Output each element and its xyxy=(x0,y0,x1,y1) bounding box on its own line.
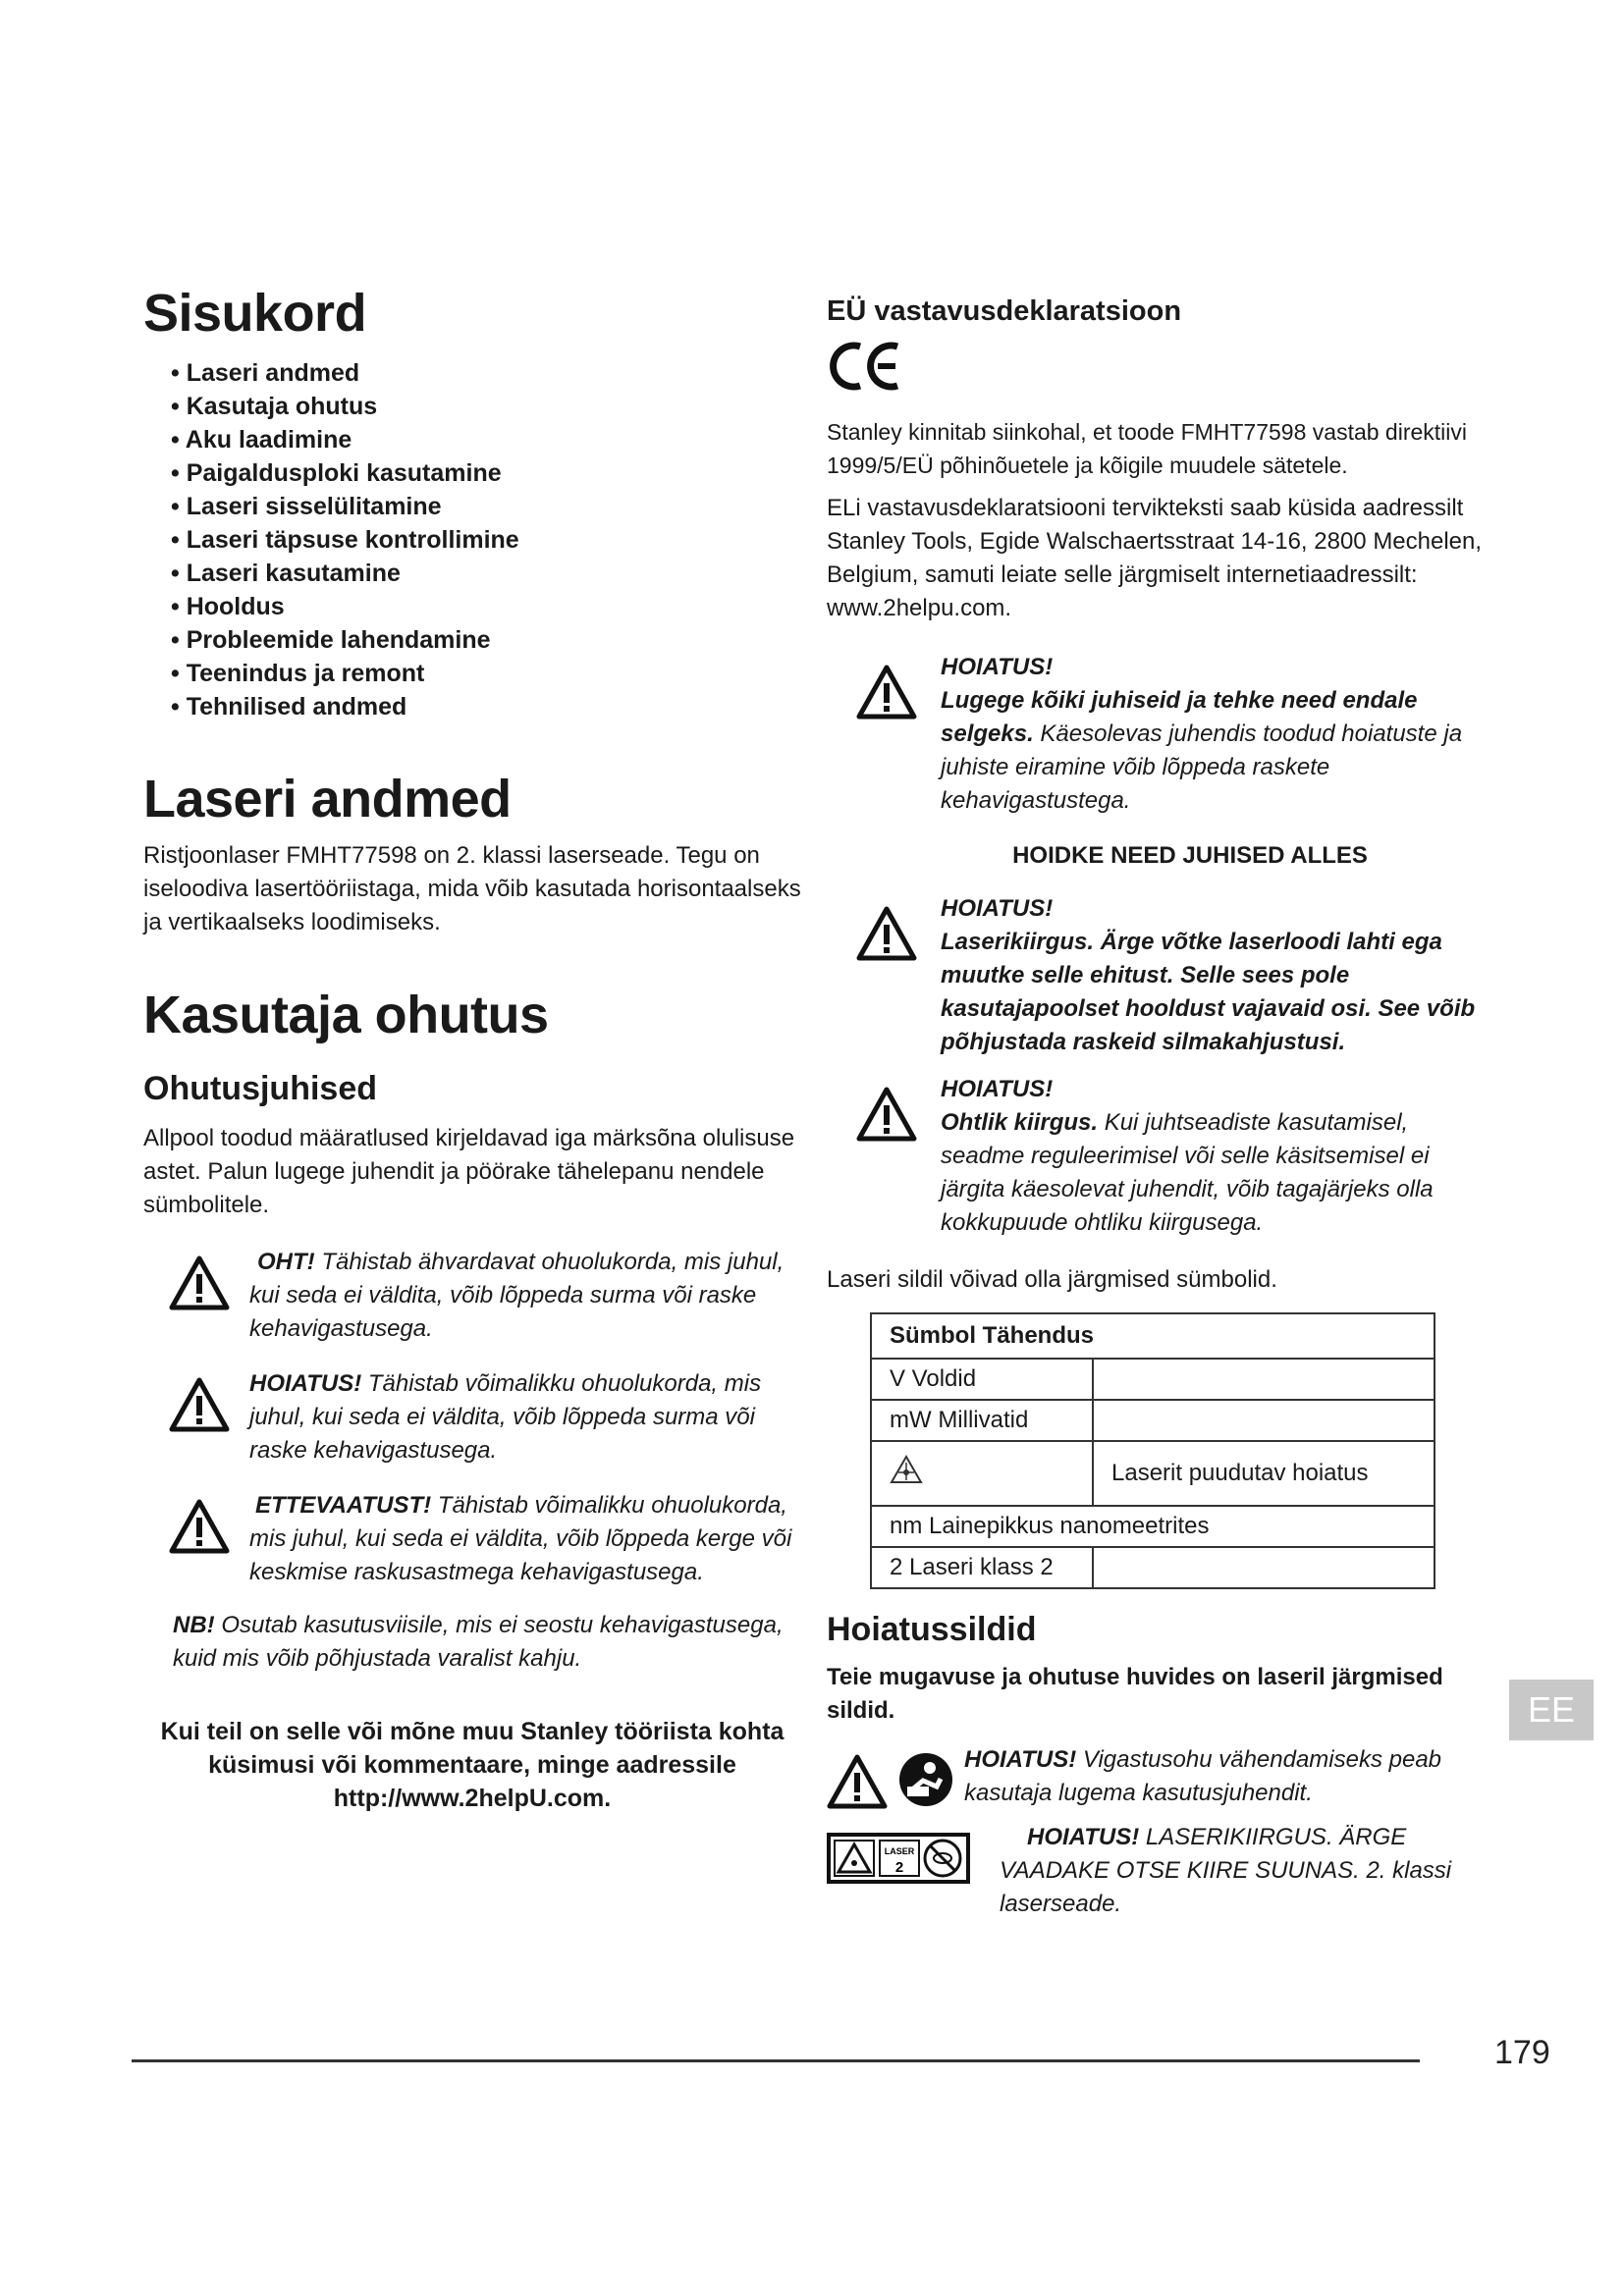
toc-item: • Laseri sisselülitamine xyxy=(171,490,801,523)
warning-triangle-icon xyxy=(856,906,917,961)
toc-item: • Probleemide lahendamine xyxy=(171,623,801,657)
safety-subtitle: Ohutusjuhised xyxy=(143,1070,377,1108)
warning-radiation-label: HOIATUS! xyxy=(941,894,1054,922)
warning-read-label: HOIATUS! xyxy=(941,653,1054,680)
warning-triangle-icon xyxy=(169,1255,230,1310)
table-cell xyxy=(871,1441,1093,1506)
warning-triangle-icon xyxy=(169,1499,230,1554)
table-cell: mW Millivatid xyxy=(871,1400,1093,1441)
warning-block xyxy=(143,1367,801,1468)
toc-item: • Teenindus ja remont xyxy=(171,657,801,690)
warning-hazard-description: Kui juhtseadiste kasutamisel, seadme reguleerimisel või selle käsitsemisel ei järgita käesolevat juhendit, võib tagajärjeks olla kokkupuude ohtliku kiirgusega. xyxy=(941,1108,1434,1236)
warning-hazard-bold: Ohtlik kiirgus. xyxy=(941,1108,1099,1136)
laser-info-text: Ristjoonlaser FMHT77598 on 2. klassi laserseade. Tegu on iseloodiva lasertööriistaga, mida võib kasutada horisontaalseks ja vertikaalseks loodimiseks. xyxy=(143,841,801,935)
contact-post: tööriista kohta küsimusi või kommentaare, minge aadressile http://www.2helpU.com. xyxy=(208,1718,785,1813)
warning-triangle-icon xyxy=(856,665,917,720)
danger-text xyxy=(249,1246,801,1346)
label-laser-radiation xyxy=(827,1821,1494,1921)
ce-mark-icon xyxy=(827,339,1494,400)
warning-triangle-icon xyxy=(827,1754,888,1809)
danger-description: Tähistab ähvardavat ohuolukorda, mis juhul, kui seda ei väldita, võib lõppeda surma või raske kehavigastusega. xyxy=(249,1249,785,1343)
warning-read-description: Käesolevas juhendis toodud hoiatuste ja juhiste eiramine võib lõppeda raskete kehavigastustega. xyxy=(941,720,1463,814)
toc-title: Sisukord xyxy=(143,284,367,343)
laser-class-label-icon xyxy=(827,1833,970,1889)
label-laser-radiation-label: HOIATUS! xyxy=(1027,1823,1140,1850)
table-row xyxy=(871,1547,1435,1588)
warning-radiation-bold: Laserikiirgus. Ärge võtke laserloodi lahti ega muutke selle ehitust. Selle sees pole kasutajapoolset hooldust vajavaid osi. See võib põhjustada raskeid silmakahjustusi. xyxy=(941,928,1476,1055)
table-header: Sümbol Tähendus xyxy=(871,1313,1435,1359)
contact-text xyxy=(143,1715,801,1815)
table-row xyxy=(871,1506,1435,1547)
table-cell xyxy=(1093,1400,1435,1441)
table-row xyxy=(871,1400,1435,1441)
warning-triangle-icon xyxy=(856,1087,917,1142)
toc-list xyxy=(171,356,801,723)
toc-item: • Hooldus xyxy=(171,590,801,623)
caution-label: ETTEVAATUST! xyxy=(255,1492,432,1520)
warning-hazard-label: HOIATUS! xyxy=(941,1075,1054,1102)
footer-divider xyxy=(132,2059,1420,2062)
label-laser-radiation-text xyxy=(1000,1821,1494,1921)
warning-hazard-text xyxy=(941,1073,1494,1240)
label-read-manual xyxy=(827,1741,1494,1813)
eu-declaration-title: EÜ vastavusdeklaratsioon xyxy=(827,295,1182,327)
table-row xyxy=(871,1441,1435,1506)
svg-text:LASER: LASER xyxy=(884,1845,915,1856)
warning-description: Tähistab võimalikku ohuolukorda, mis juhul, kui seda ei väldita, võib lõppeda surma või raske kehavigastusega. xyxy=(249,1370,762,1465)
warning-read-block xyxy=(827,651,1494,818)
label-read-manual-text xyxy=(964,1741,1494,1810)
warning-labels-intro: Teie mugavuse ja ohutuse huvides on laseril järgmised sildid. xyxy=(827,1663,1443,1724)
toc-item: • Laseri kasutamine xyxy=(171,557,801,590)
note-text: Osutab kasutusviisile, mis ei seostu kehavigastusega, kuid mis võib põhjustada varalist kahju. xyxy=(173,1612,784,1673)
safety-intro: Allpool toodud määratlused kirjeldavad iga märksõna olulisuse astet. Palun lugege juhendit ja pöörake tähelepanu nendele sümbolitele. xyxy=(143,1125,795,1219)
table-header-row xyxy=(871,1313,1435,1359)
keep-instructions: HOIDKE NEED JUHISED ALLES xyxy=(1012,841,1368,869)
contact-pre: Kui teil on selle või mõne muu xyxy=(160,1718,521,1746)
laser-info-title: Laseri andmed xyxy=(143,770,512,829)
table-cell: V Voldid xyxy=(871,1359,1093,1400)
note-label: NB! xyxy=(173,1612,215,1639)
toc-item: • Laseri andmed xyxy=(171,356,801,390)
caution-description: Tähistab võimalikku ohuolukorda, mis juhul, kui seda ei väldita, võib lõppeda kerge või keskmise raskusastmega kehavigastusega. xyxy=(249,1492,792,1586)
toc-item: • Paigaldusploki kasutamine xyxy=(171,456,801,490)
warning-triangle-icon xyxy=(169,1377,230,1432)
warning-read-bold: Lugege kõiki juhiseid ja tehke need endale selgeks. xyxy=(941,686,1418,747)
contact-brand: Stanley xyxy=(520,1718,609,1746)
note-block xyxy=(173,1609,801,1676)
eu-declaration-text: Stanley kinnitab siinkohal, et toode FMHT77598 vastab direktiivi 1999/5/EÜ põhinõuetele ja kõigile muudele sätetele. xyxy=(827,418,1468,478)
warning-radiation-block xyxy=(827,892,1494,1059)
table-cell: nm Lainepikkus nanomeetrites xyxy=(871,1506,1435,1547)
toc-item: • Tehnilised andmed xyxy=(171,690,801,723)
toc-item: • Kasutaja ohutus xyxy=(171,390,801,423)
table-row xyxy=(871,1359,1435,1400)
svg-text:2: 2 xyxy=(894,1858,904,1876)
table-cell xyxy=(1093,1547,1435,1588)
toc-item: • Laseri täpsuse kontrollimine xyxy=(171,523,801,557)
language-badge: EE xyxy=(1509,1680,1594,1740)
label-read-manual-description: Vigastusohu vähendamiseks peab kasutaja lugema kasutusjuhendit. xyxy=(964,1745,1442,1806)
danger-block xyxy=(143,1246,801,1346)
left-column xyxy=(143,285,801,1815)
table-cell xyxy=(1093,1359,1435,1400)
label-icons xyxy=(827,1751,954,1813)
user-safety-title: Kasutaja ohutus xyxy=(143,985,549,1044)
symbols-table xyxy=(870,1312,1435,1589)
table-cell: Laserit puudutav hoiatus xyxy=(1093,1441,1435,1506)
warning-hazard-block xyxy=(827,1073,1494,1240)
eu-declaration-address: ELi vastavusdeklaratsiooni tervikteksti saab küsida aadressilt Stanley Tools, Egide Walschaertsstraat 14-16, 2800 Mechelen, Belgium, samuti leiate selle järgmiselt internetiaadressilt: www.2helpu.com. xyxy=(827,494,1483,621)
warning-labels-title: Hoiatussildid xyxy=(827,1610,1037,1648)
toc-item: • Aku laadimine xyxy=(171,423,801,456)
right-column xyxy=(827,294,1494,1921)
warning-radiation-text xyxy=(941,892,1494,1059)
table-cell: 2 Laseri klass 2 xyxy=(871,1547,1093,1588)
label-read-manual-label: HOIATUS! xyxy=(964,1745,1077,1773)
symbols-intro: Laseri sildil võivad olla järgmised sümbolid. xyxy=(827,1265,1277,1293)
label-laser-radiation-description: LASERIKIIRGUS. ÄRGE VAADAKE OTSE KIIRE SUUNAS. 2. klassi laserseade. xyxy=(1000,1823,1452,1917)
read-manual-icon xyxy=(897,1751,954,1813)
warning-read-text xyxy=(941,651,1494,818)
laser-warning-symbol-icon xyxy=(890,1464,923,1490)
warning-text xyxy=(249,1367,801,1468)
danger-label: OHT! xyxy=(257,1249,315,1276)
page-number: 179 xyxy=(1494,2034,1550,2071)
warning-label: HOIATUS! xyxy=(249,1370,362,1398)
caution-block xyxy=(143,1489,801,1589)
caution-text xyxy=(249,1489,801,1589)
